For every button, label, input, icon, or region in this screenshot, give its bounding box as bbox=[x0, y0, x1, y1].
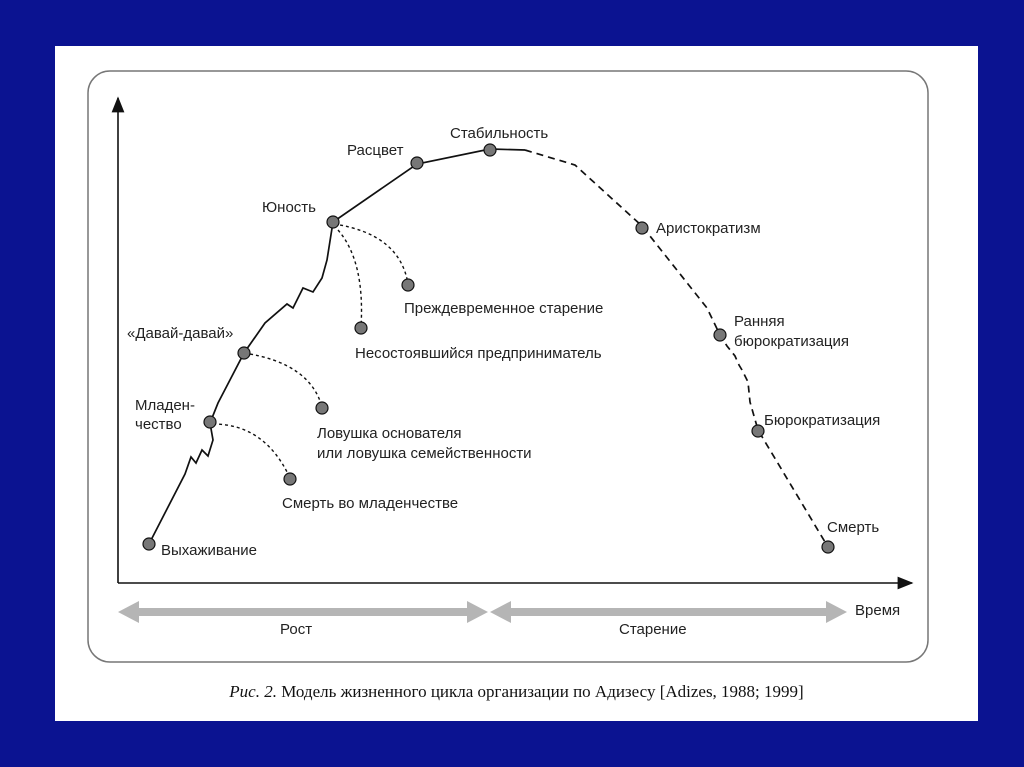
growth-phase-arrow bbox=[118, 601, 488, 623]
label-rannyaya-1: Ранняя bbox=[734, 313, 785, 330]
trap-line-infancy bbox=[213, 424, 290, 478]
point-aristokratizm bbox=[636, 222, 648, 234]
diagram-frame bbox=[88, 71, 928, 662]
point-byurokratizatsiya bbox=[752, 425, 764, 437]
point-vykhazhivanie bbox=[143, 538, 155, 550]
trap-line-premature bbox=[334, 224, 408, 284]
label-rannyaya-2: бюрократизация bbox=[734, 333, 850, 350]
point-rannyaya-byurokratizatsiya bbox=[714, 329, 726, 341]
label-rastsvet: Расцвет bbox=[347, 142, 404, 159]
point-mladenchestvo bbox=[204, 416, 216, 428]
point-nesostoyavshiisya bbox=[355, 322, 367, 334]
trap-line-entrepreneur bbox=[338, 230, 362, 327]
caption-prefix: Рис. 2. bbox=[229, 682, 277, 701]
label-mladenchestvo-1: Младен- bbox=[135, 397, 195, 414]
aging-phase-arrow bbox=[490, 601, 847, 623]
label-davai-davai: «Давай-давай» bbox=[127, 325, 234, 342]
label-aristokratizm: Аристократизм bbox=[656, 220, 761, 237]
point-smert-v-mladenchestve bbox=[284, 473, 296, 485]
label-smert-v-mladenchestve: Смерть во младенчестве bbox=[282, 495, 459, 512]
point-yunost bbox=[327, 216, 339, 228]
trap-line-founder bbox=[244, 353, 322, 407]
label-byurokratizatsiya: Бюрократизация bbox=[764, 412, 881, 429]
point-stabilnost bbox=[484, 144, 496, 156]
label-lovushka-2: или ловушка семейственности bbox=[317, 445, 532, 462]
label-yunost: Юность bbox=[262, 199, 316, 216]
slide-panel bbox=[55, 46, 978, 721]
label-lovushka-1: Ловушка основателя bbox=[317, 425, 462, 442]
label-stabilnost: Стабильность bbox=[450, 125, 549, 142]
label-vykhazhivanie: Выхаживание bbox=[161, 542, 258, 559]
label-prezhdevremennoe: Преждевременное старение bbox=[404, 300, 604, 317]
point-prezhdevremennoe bbox=[402, 279, 414, 291]
life-cycle-diagram bbox=[55, 46, 978, 721]
x-axis-label: Время bbox=[855, 602, 901, 619]
figure-caption bbox=[55, 682, 978, 702]
label-aging: Старение bbox=[619, 621, 687, 638]
point-davai-davai bbox=[238, 347, 250, 359]
point-rastsvet bbox=[411, 157, 423, 169]
label-growth: Рост bbox=[280, 621, 313, 638]
point-lovushka bbox=[316, 402, 328, 414]
label-mladenchestvo-2: чество bbox=[135, 416, 182, 433]
caption-text: Модель жизненного цикла организации по Адизесу [Adizes, 1988; 1999] bbox=[276, 682, 804, 701]
label-nesostoyavshiisya: Несостоявшийся предприниматель bbox=[355, 345, 602, 362]
label-smert: Смерть bbox=[827, 519, 880, 536]
point-smert bbox=[822, 541, 834, 553]
